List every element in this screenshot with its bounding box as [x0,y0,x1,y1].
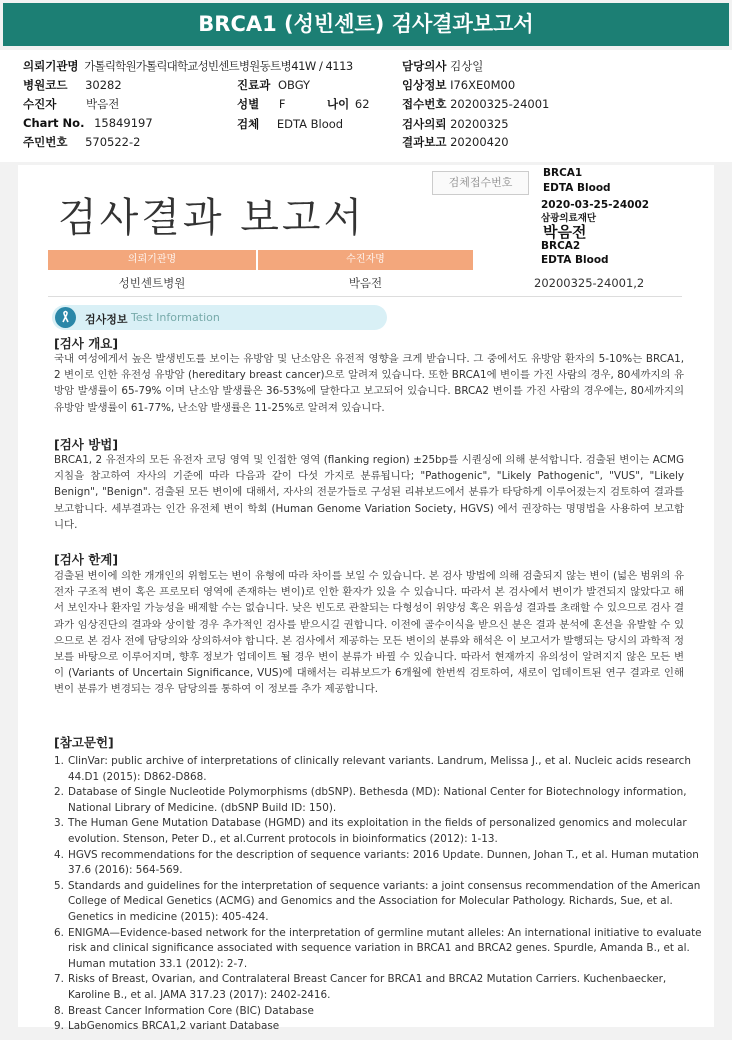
table-cell-patient: 박음전 [348,276,383,290]
table-divider [48,296,682,297]
chart-field [23,116,153,130]
reference-text: Breast Cancer Information Core (BIC) Database [68,1004,314,1017]
table-cell-receipt: 20200325-24001,2 [534,276,645,290]
specimen-value: EDTA Blood [276,117,344,131]
hospital-code-field [23,77,122,93]
dept-field [237,77,310,93]
hospital-code-value: 30282 [85,78,122,92]
result-value: 20200420 [450,135,509,149]
table-header-patient: 수진자명 [258,250,473,270]
sticker-line4: 삼광의료재단 [541,213,597,224]
request-field [402,116,509,132]
institution-field [23,58,353,74]
clinical-label: 임상정보 [402,78,447,92]
reference-item [54,785,704,816]
table-cell-institution: 성빈센트병원 [118,276,186,290]
reference-item [54,1004,704,1020]
institution-label: 의뢰기관명 [23,59,79,73]
result-field [402,134,509,150]
chart-value: 15849197 [94,116,153,130]
sticker-line6: BRCA2 [541,240,581,252]
reference-number: 1. [54,755,64,767]
hospital-code-label: 병원코드 [23,78,68,92]
clinical-value: I76XE0M00 [450,78,516,92]
sticker-line5: 박음전 [543,223,587,241]
reference-number: 4. [54,848,64,861]
reference-number: 9. [54,1020,64,1033]
method-heading: [검사 방법] [54,437,119,452]
sheet-title: 검사결과 보고서 [58,195,366,241]
reference-text: ClinVar: public archive of interpretations of clinically relevant variants. Landrum, Melissa J., et al. Nucleic acids research 44.D1 (2015): D862-D868. [68,755,691,783]
limit-heading: [검사 한계] [54,552,119,567]
patient-info-panel [0,50,732,162]
reference-item [54,754,704,785]
request-label: 검사의뢰 [402,117,447,131]
reference-text: Database of Single Nucleotide Polymorphisms (dbSNP). Bethesda (MD): National Center for Biotechnology information, National Library of Medicine. (dbSNP Build ID: 150). [68,786,687,814]
reference-item [54,816,704,847]
reference-number: 8. [54,1004,64,1017]
id-value: 570522-2 [85,135,141,149]
receipt-number-box: 검체접수번호 [432,171,529,195]
request-value: 20200325 [450,117,509,131]
reference-text: ENIGMA—Evidence-based network for the interpretation of germline mutant alleles: An international initiative to evaluate risk and clinical significance associated with sequence variation in BRCA1 and BRCA2 genes. Spurdle, Amanda B., et al. Human mutation 33.1 (2012): 2-7. [68,926,702,970]
sex-label: 성별 [237,97,260,111]
age-value: 62 [354,97,370,111]
overview-heading: [검사 개요] [54,336,119,351]
clinical-field [402,77,515,93]
ribbon-icon [55,307,76,328]
institution-value: 가톨릭학원가톨릭대학교성빈센트병원 [84,59,260,73]
reference-text: The Human Gene Mutation Database (HGMD) and its exploitation in the fields of personalized genomics and molecular evolution. Stenson, Peter D., et al.Current protocols in bioinformatics (2012): 1-13. [68,817,687,845]
reference-number: 5. [54,879,64,892]
reference-text: HGVS recommendations for the description of sequence variants: 2016 Update. Dunnen, Johan T., et al. Human mutation 37.6 (2016): 564-569. [68,848,699,877]
doctor-field [402,58,483,74]
dept-value: OBGY [277,78,311,92]
patient-value: 박음전 [85,97,120,111]
specimen-field [237,116,343,132]
overview-text: 국내 여성에게서 높은 발생빈도를 보이는 유방암 및 난소암은 유전적 영향을 크게 받습니다. 그 중에서도 유방암 환자의 5-10%는 BRCA1, 2 변이로 인한 유전성 유방암 (hereditary breast cancer)으로 알려져 있습니다. 또한 BRCA1에 변이를 가진 사람의 경우, 80세까지의 유방암 발생률이 65-79% 이며 난소암 발생률은 36-53%에 달한다고 보고되어 있습니다. BRCA2 변이를 가진 사람의 경우에는, 80세까지의 유방암 발생률이 61-77%, 난소암 발생률은 11-25%로 알려져 있습니다. [54,353,684,414]
reference-text: LabGenomics BRCA1,2 variant Database [68,1020,280,1033]
reference-text: Risks of Breast, Ovarian, and Contralateral Breast Cancer for BRCA1 and BRCA2 Mutation Carriers. Kuchenbaecker, Karoline B., et al. JAMA 317.23 (2017): 2402-2416. [68,973,667,1001]
age-field [327,96,370,112]
reference-text: Standards and guidelines for the interpretation of sequence variants: a joint consensus recommendation of the American College of Medical Genetics (ACMG) and Genomics and the Association for Molecular Pathology. Richards, Sue, et al. Genetics in medicine (2015): 405-424. [68,879,701,923]
table-header-institution: 의뢰기관명 [48,250,256,270]
receipt-field [402,96,549,112]
report-title: BRCA1 (성빈센트) 검사결과보고서 [3,3,729,46]
result-label: 결과보고 [402,135,447,149]
doctor-value: 김상일 [450,59,484,73]
sex-value: F [278,97,286,111]
age-label: 나이 [327,97,350,111]
reference-item [54,848,704,879]
method-text: BRCA1, 2 유전자의 모든 유전자 코딩 영역 및 인접한 영역 (flanking region) ±25bp를 시퀀싱에 의해 분석합니다. 검출된 변이는 ACMG 지침을 참고하여 자사의 기준에 따라 다음과 같이 다섯 가지로 분류됩니다; "Pathogenic", "Likely Pathogenic", "VUS", "Likely Benign", "Benign". 검출된 모든 변이에 대해서, 자사의 전문가들로 구성된 리뷰보드에서 분류가 타당하게 이루어졌는지 검토하여 결과를 보고합니다. 세부결과는 인간 유전체 변이 학회 (Human Genome Variation Society, HGVS) 에서 권장하는 명명법을 사용하여 보고합니다. [54,454,684,531]
sticker-line7: EDTA Blood [541,254,609,266]
sticker-line2: EDTA Blood [543,182,611,194]
reference-number: 2. [54,786,64,799]
references-list [54,754,704,1035]
id-label: 주민번호 [23,135,68,149]
patient-field [23,96,119,112]
reference-number: 7. [54,973,64,986]
patient-label: 수진자 [23,97,57,111]
reference-item [54,1019,704,1035]
sticker-line3: 2020-03-25-24002 [541,199,650,211]
reference-number: 3. [54,817,64,830]
receipt-value: 20200325-24001 [450,97,550,111]
test-info-subtitle: Test Information [131,311,220,324]
id-field [23,134,140,150]
test-info-title: 검사정보 [85,313,128,326]
dept-label: 진료과 [237,78,271,92]
reference-number: 6. [54,926,64,939]
reference-item [54,972,704,1003]
reference-item [54,926,704,973]
chart-label: Chart No. [23,116,85,130]
limit-text: 검출된 변이에 의한 개개인의 위험도는 변이 유형에 따라 차이를 보일 수 있습니다. 본 검사 방법에 의해 검출되지 않는 변이 (넓은 범위의 유전자 구조적 변이 혹은 프로모터 영역에 존재하는 변이)로 인한 환자가 있을 수 있습니다. 따라서 본 검사에서 변이가 발견되지 않았다고 해서 보인자나 환자일 가능성을 배제할 수는 없습니다. 낮은 빈도로 관찰되는 다형성이 위양성 혹은 위음성 결과를 초래할 수 있으므로 검사 결과가 임상진단의 결과와 상이할 경우 추가적인 검사를 받으시길 권합니다. 이전에 골수이식을 받으신 분은 결과 분석에 혼선을 유발할 수 있으므로 본 검사 전에 담당의와 상의하셔야 합니다. 본 검사에서 제공하는 모든 변이의 분류와 해석은 이 보고서가 발행되는 당시의 과학적 정보를 바탕으로 이루어지며, 향후 정보가 업데이트 될 경우 변이 분류가 바뀔 수 있습니다. 따라서 현재까지 유의성이 알려지지 않은 모든 변이 (Variants of Uncertain Significance, VUS)에 대해서는 리뷰보드가 6개월에 한번씩 검토하여, 새로이 업데이트된 연구 결과로 인해 변이 분류가 변경되는 경우 담당의를 통하여 이 정보를 추가 제공합니다. [54,570,684,696]
receipt-label: 접수번호 [402,97,447,111]
sex-field [237,96,286,112]
sticker-line1: BRCA1 [543,167,583,179]
ward-value: 동트병41W / 4113 [259,59,353,73]
references-heading: [참고문헌] [54,735,114,750]
reference-item [54,879,704,926]
doctor-label: 담당의사 [402,59,447,73]
specimen-label: 검체 [237,117,260,131]
